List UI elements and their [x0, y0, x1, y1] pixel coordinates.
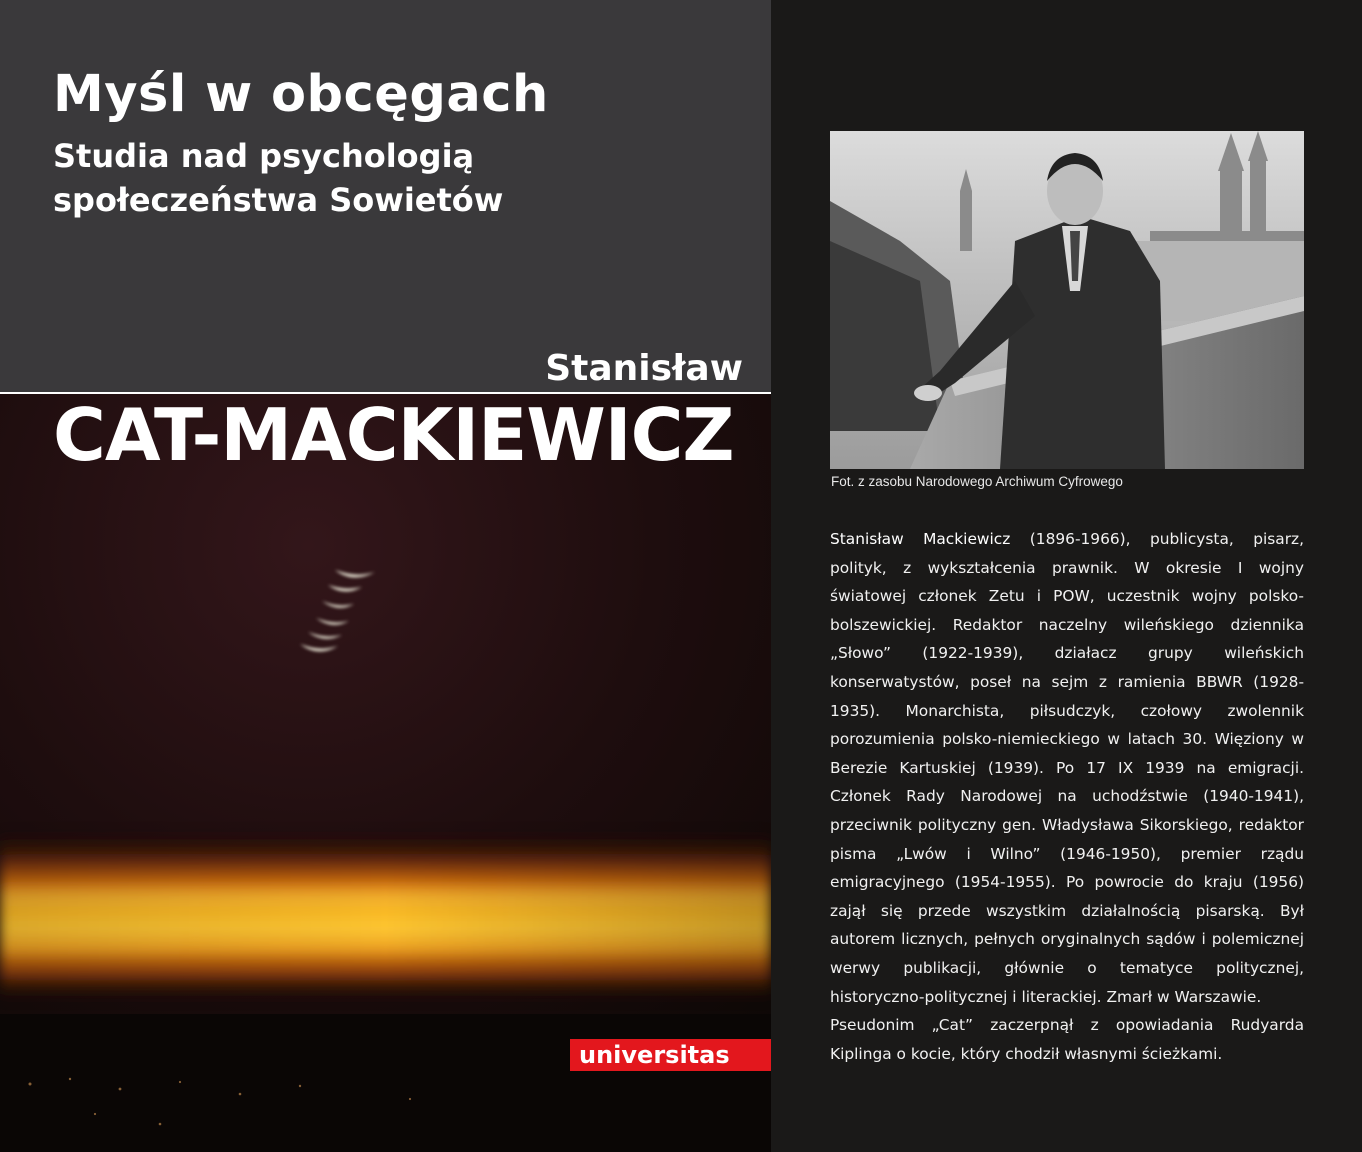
subtitle-line: Studia nad psychologią	[53, 137, 475, 175]
subtitle-line: społeczeństwa Sowietów	[53, 181, 504, 219]
bio-paragraph	[830, 525, 1304, 1011]
publisher-name: universitas	[579, 1041, 730, 1069]
author-biography	[830, 525, 1304, 1068]
author-first-name: Stanisław	[545, 348, 743, 389]
photo-caption: Fot. z zasobu Narodowego Archiwum Cyfrowego	[831, 474, 1123, 489]
bio-text: (1896-1966), publicysta, pisarz, polityk, z wykształcenia prawnik. W okresie I wojny światowej członek Zetu i POW, uczestnik wojny polsko-bolszewickiej. Redaktor naczelny wileńskiego dziennika „Słowo” (1922-1939), działacz grupy wileńskich konserwatystów, poseł na sejm z ramienia BBWR (1928-1935). Monarchista, piłsudczyk, czołowy zwolennik porozumienia polsko-niemieckiego w latach 30. Więziony w Berezie Kartuskiej (1939). Po 17 IX 1939 na emigracji. Członek Rady Narodowej na uchodźstwie (1940-1941), przeciwnik polityczny gen. Władysława Sikorskiego, redaktor pisma „Lwów i Wilno” (1946-1950), premier rządu emigracyjnego (1954-1955). Po powrocie do kraju (1956) zajął się przede wszystkim działalnością pisarską. Był autorem licznych, pełnych oryginalnych sądów i polemicznej werwy publikacji, głównie o tematyce politycznej, historyczno-politycznej i literackiej. Zmarł w Warszawie.	[830, 530, 1304, 1006]
author-portrait-photo	[830, 131, 1304, 469]
back-cover	[771, 0, 1362, 1152]
bio-pseudonym: Pseudonim „Cat” zaczerpnął z opowiadania Rudyarda Kiplinga o kocie, który chodził własnymi ścieżkami.	[830, 1016, 1304, 1063]
publisher-logo	[570, 1039, 771, 1071]
title-panel	[0, 0, 771, 392]
bio-author-name: Stanisław Mackiewicz	[830, 530, 1011, 548]
book-title: Myśl w obcęgach	[53, 65, 549, 124]
book-subtitle	[53, 134, 503, 222]
author-last-name: CAT-MACKIEWICZ	[53, 393, 734, 477]
